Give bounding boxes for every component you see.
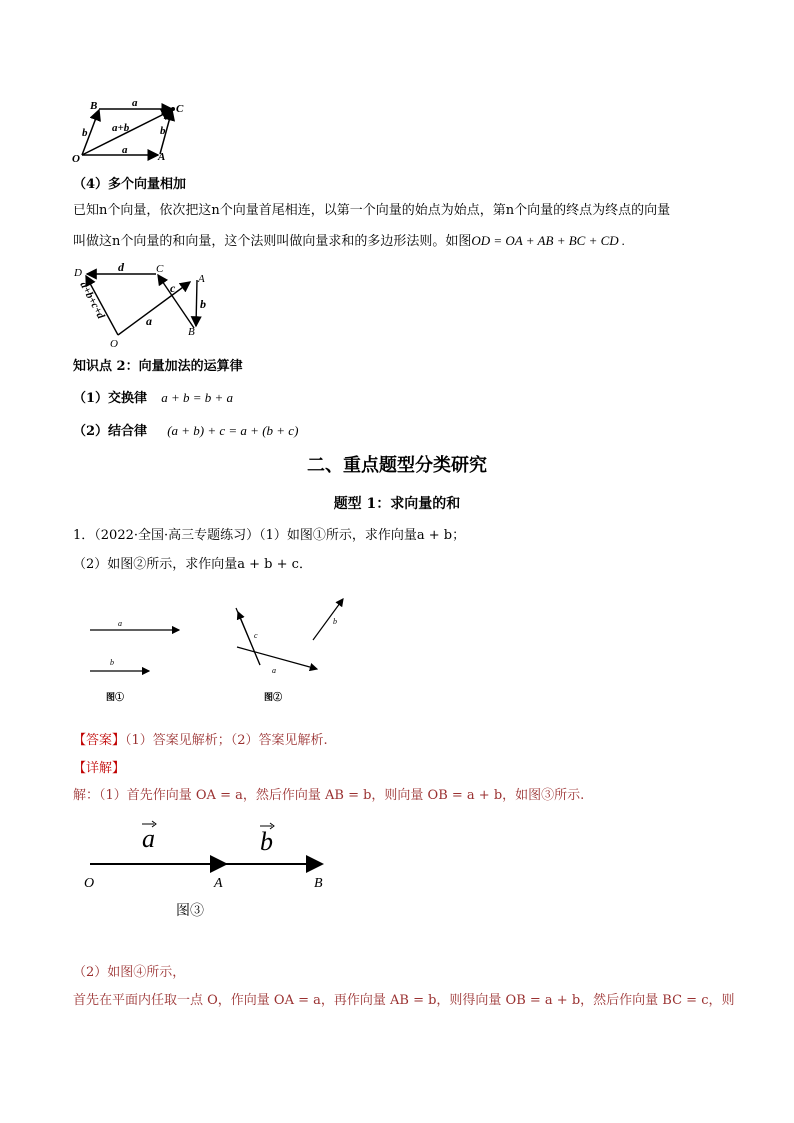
fig2-c-label: c [254, 631, 258, 640]
label-B2: B [188, 326, 195, 338]
section-title: 二、重点题型分类研究 [307, 455, 487, 476]
part2-line2: 首先在平面内任取一点 O，作向量 OA = a，再作向量 AB = b，则得向量 OB = a + b，然后作向量 BC = c，则 [73, 993, 735, 1008]
figure-1-2 [84, 590, 364, 705]
type-title: 题型 1：求向量的和 [333, 496, 461, 512]
label-A2: A [198, 273, 205, 285]
caption-fig3: 图③ [176, 904, 204, 919]
section4-line2 [73, 233, 625, 250]
label-a: a [146, 314, 152, 328]
label-sum: a+b+c+d [77, 279, 107, 321]
section4-line2-text: 叫做这n个向量的和向量，这个法则叫做向量求和的多边形法则。如图 [73, 234, 472, 249]
problem-line2: （2）如图②所示，求作向量a + b + c． [73, 557, 312, 572]
label-C: C [176, 103, 184, 115]
fig1-b-label: b [110, 658, 114, 667]
label-b-left: b [82, 127, 88, 139]
label-b: b [200, 297, 206, 311]
fig1-a-label: a [118, 619, 122, 628]
problem-line1: 1．（2022·全国·高三专题练习）（1）如图①所示，求作向量a + b； [73, 528, 466, 543]
answer-line [73, 733, 328, 749]
law1 [73, 390, 233, 407]
detail-label: 【详解】 [73, 761, 126, 776]
law2-formula: (a + b) + c = a + (b + c) [167, 423, 299, 438]
answer-text: （1）答案见解析；（2）答案见解析. [125, 733, 328, 748]
label-d: d [118, 260, 124, 274]
polygon-formula: OD = OA + AB + BC + CD . [471, 233, 626, 248]
law1-label: （1）交换律 [73, 391, 148, 406]
fig3-b-label: b [260, 827, 273, 856]
fig2-a-label: a [272, 666, 276, 675]
label-c: c [170, 281, 176, 295]
label-b-right: b [160, 125, 166, 137]
fig3-A: A [214, 876, 223, 891]
label-diag: a+b [112, 122, 130, 134]
label-a-top: a [132, 97, 138, 109]
label-C2: C [156, 263, 164, 275]
fig3-O: O [84, 876, 95, 891]
law2-label: （2）结合律 [73, 424, 148, 439]
law1-formula: a + b = b + a [161, 390, 234, 405]
label-D: D [74, 267, 82, 279]
caption-fig1: 图① [106, 692, 125, 702]
section4-heading: （4）多个向量相加 [73, 177, 187, 192]
fig3-B: B [314, 876, 323, 891]
answer-label: 【答案】 [73, 733, 126, 748]
label-O: O [72, 153, 80, 165]
label-O2: O [110, 338, 118, 350]
label-a-bottom: a [122, 144, 128, 156]
part2-line1: （2）如图④所示， [73, 965, 186, 980]
figure-3 [80, 815, 340, 925]
law2 [73, 423, 298, 440]
section4-line1: 已知n个向量，依次把这n个向量首尾相连，以第一个向量的始点为始点，第n个向量的终点为终点的向量 [73, 203, 671, 218]
kp2-heading: 知识点 2：向量加法的运算律 [73, 359, 243, 374]
fig2-b-label: b [333, 617, 337, 626]
caption-fig2: 图② [264, 692, 283, 702]
polygon-figure [70, 258, 220, 353]
fig3-a-label: a [142, 824, 155, 853]
parallelogram-figure [66, 96, 196, 166]
detail-line: 解：（1）首先作向量 OA = a，然后作向量 AB = b，则向量 OB = a + b，如图③所示. [73, 788, 585, 803]
label-A: A [158, 151, 166, 163]
label-B: B [90, 100, 98, 112]
